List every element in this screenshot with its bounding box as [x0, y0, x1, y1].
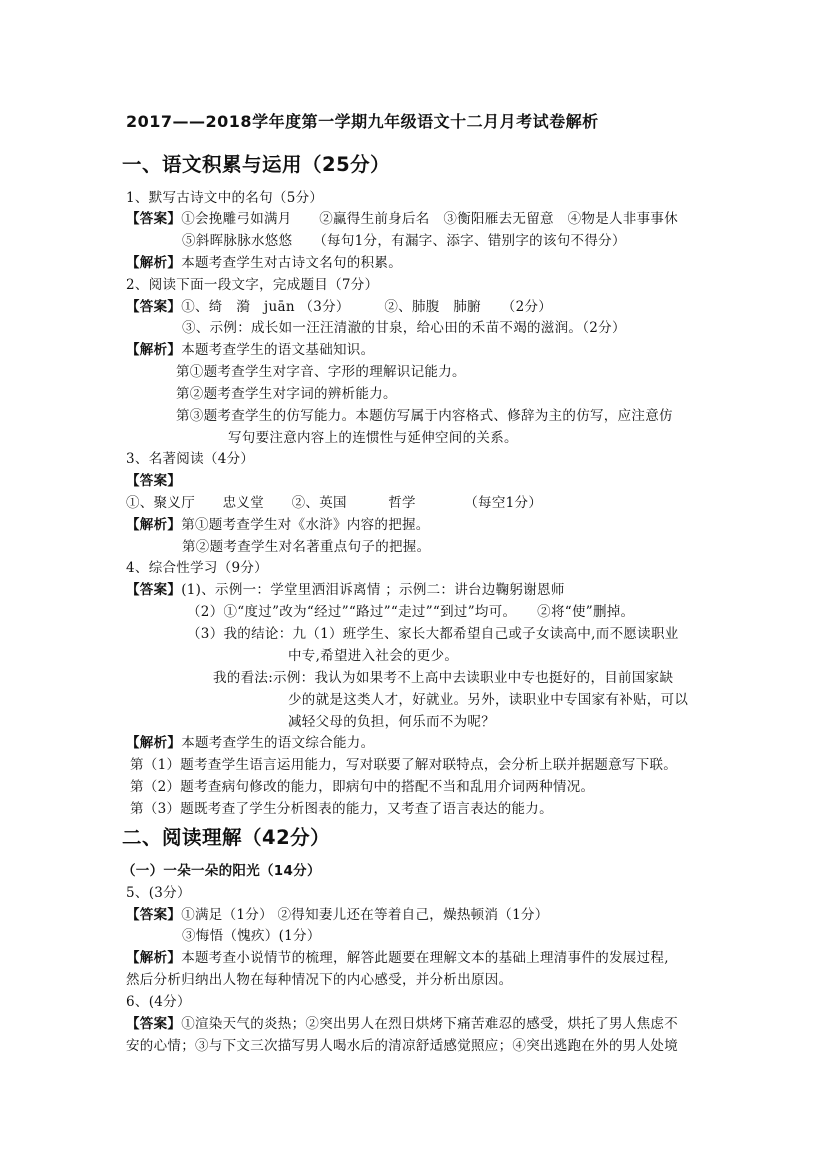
question-1-label: 1、默写古诗文中的名句（5分）: [126, 190, 324, 206]
question-4-answer-2: （2）①“度过”改为“经过”“路过”“走过”“到过”均可。 ②将“使”删掉。: [187, 604, 635, 620]
question-4-answer-4-cont1: 少的就是这类人才，好就业。另外，读职业中专国家有补贴，可以: [288, 692, 689, 708]
question-4-analysis: 【解析】本题考查学生的语文综合能力。: [126, 735, 375, 751]
question-5-analysis: 【解析】本题考查小说情节的梳理，解答此题要在理解文本的基础上理清事件的发展过程,: [126, 950, 669, 966]
answer-tag: 【答案】: [126, 1016, 182, 1032]
answer-tag: 【答案】: [126, 211, 182, 227]
question-6-answer-cont: 安的心情；③与下文三次描写男人喝水后的清凉舒适感觉照应；④突出逃跑在外的男人处境: [126, 1038, 678, 1054]
question-4-answer-3: （3）我的结论：九（1）班学生、家长大都希望自己或子女读高中,而不愿读职业: [187, 626, 679, 642]
question-4-analysis-3: 第（3）题既考查了学生分析图表的能力，又考查了语言表达的能力。: [130, 801, 553, 817]
question-4-answer-3-cont: 中专,希望进入社会的更少。: [288, 648, 459, 664]
question-2-label: 2、阅读下面一段文字，完成题目（7分）: [126, 277, 379, 293]
question-2-analysis-3-cont: 写句要注意内容上的连惯性与延伸空间的关系。: [228, 430, 518, 446]
page-title: 2017——2018学年度第一学期九年级语文十二月月考试卷解析: [126, 112, 599, 131]
question-4-answer: 【答案】(1)、示例一：学堂里洒泪诉离情 ；示例二：讲台边鞠躬谢恩师: [126, 582, 565, 598]
analysis-tag: 【解析】: [126, 342, 182, 358]
question-4-answer-4-cont2: 减轻父母的负担，何乐而不为呢？: [288, 714, 495, 730]
question-4-analysis-1: 第（1）题考查学生语言运用能力，写对联要了解对联特点，会分析上联并据题意写下联。: [130, 757, 678, 773]
question-3-label: 3、名著阅读（4分）: [126, 451, 255, 467]
question-5-label: 5、(3分）: [126, 885, 191, 901]
question-4-analysis-2: 第（2）题考查病句修改的能力，即病句中的搭配不当和乱用介词两种情况。: [130, 779, 595, 795]
section-heading-1: 一、语文积累与运用（25分）: [122, 153, 391, 176]
analysis-tag: 【解析】: [126, 735, 182, 751]
question-4-label: 4、综合性学习（9分）: [126, 560, 268, 576]
answer-tag: 【答案】: [126, 582, 182, 598]
question-1-analysis: 【解析】本题考查学生对古诗文名句的积累。: [126, 255, 403, 271]
question-2-analysis: 【解析】本题考查学生的语文基础知识。: [126, 342, 375, 358]
answer-tag: 【答案】: [126, 299, 182, 315]
analysis-tag: 【解析】: [126, 255, 182, 271]
answer-tag: 【答案】: [126, 907, 182, 923]
answer-tag: 【答案】: [126, 473, 182, 489]
question-3-analysis: 【解析】第①题考查学生对《水浒》内容的把握。: [126, 517, 430, 533]
question-1-answer: 【答案】①会挽雕弓如满月 ②赢得生前身后名 ③衡阳雁去无留意 ④物是人非事事休: [126, 211, 679, 227]
question-2-answer-cont: ③、示例：成长如一汪汪清澈的甘泉，给心田的禾苗不竭的滋润。（2分）: [182, 320, 626, 336]
question-5-analysis-cont: 然后分析归纳出人物在每种情况下的内心感受，并分析出原因。: [126, 972, 513, 988]
question-2-analysis-2: 第②题考查学生对字词的辨析能力。: [176, 386, 397, 402]
section-heading-2: 二、阅读理解（42分）: [122, 826, 331, 849]
question-6-answer: 【答案】①渲染天气的炎热；②突出男人在烈日烘烤下痛苦难忍的感受，烘托了男人焦虑不: [126, 1016, 679, 1032]
question-2-analysis-3: 第③题考查学生的仿写能力。本题仿写属于内容格式、修辞为主的仿写，应注意仿: [176, 408, 673, 424]
analysis-tag: 【解析】: [126, 950, 182, 966]
question-6-label: 6、(4分）: [126, 994, 191, 1010]
subsection-heading: （一）一朵一朵的阳光（14分）: [122, 863, 321, 879]
analysis-tag: 【解析】: [126, 517, 182, 533]
question-5-answer: 【答案】①满足（1分） ②得知妻儿还在等着自己，燥热顿消（1分）: [126, 907, 549, 923]
question-4-answer-4: 我的看法:示例：我认为如果考不上高中去读职业中专也挺好的，目前国家缺: [213, 670, 674, 686]
question-2-answer: 【答案】①、绮 漪 juān （3分） ②、肺腹 肺腑 （2分）: [126, 299, 553, 315]
question-2-analysis-1: 第①题考查学生对字音、字形的理解识记能力。: [176, 364, 466, 380]
question-5-answer-cont: ③悔悟（愧疚）(1分）: [182, 928, 321, 944]
question-1-answer-cont: ⑤斜晖脉脉水悠悠 （每句1分，有漏字、添字、错别字的该句不得分）: [182, 233, 626, 249]
question-3-answer: ①、聚义厅 忠义堂 ②、英国 哲学 （每空1分）: [126, 495, 543, 511]
question-3-analysis-2: 第②题考查学生对名著重点句子的把握。: [182, 539, 431, 555]
